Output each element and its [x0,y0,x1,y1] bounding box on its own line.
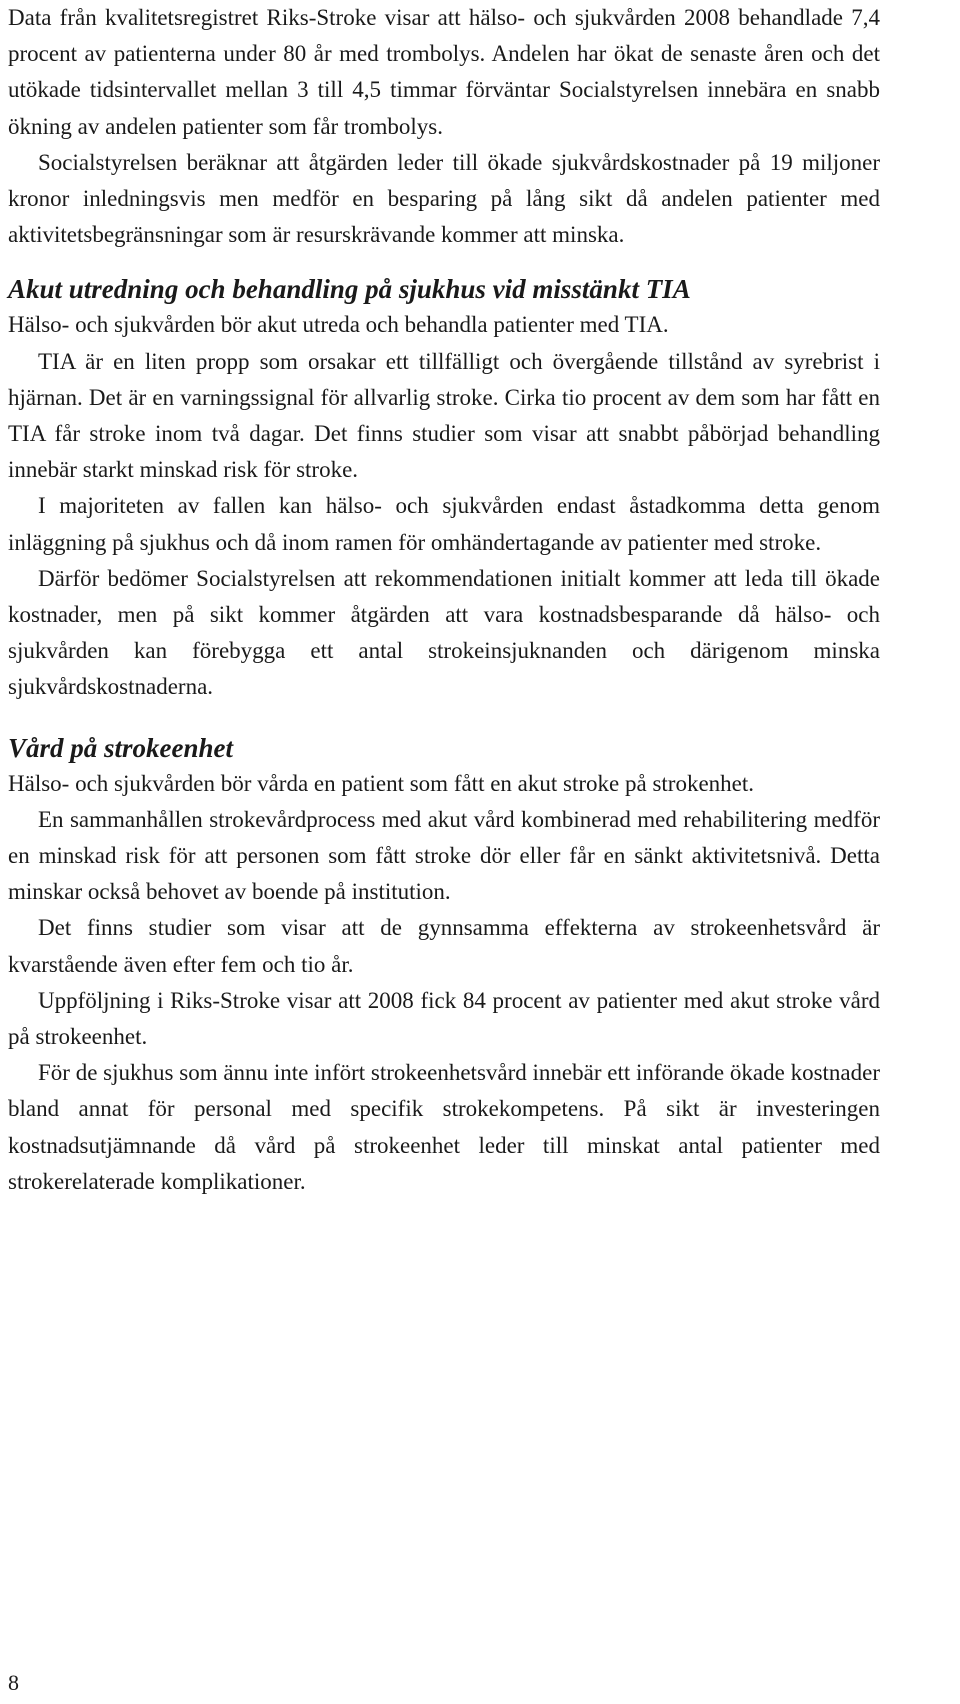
body-paragraph: Uppföljning i Riks-Stroke visar att 2008 fick 84 procent av patienter med akut stroke vård på strokeenhet. [8,987,880,1050]
body-paragraph: Det finns studier som visar att de gynnsamma effekterna av strokeenhetsvård är kvarstående även efter fem och tio år. [8,915,880,977]
body-paragraph: För de sjukhus som ännu inte infört strokeenhetsvård innebär ett införande ökade kostnader bland annat för personal med specifik strokekompetens. På sikt är investeringen kostnadsutjämnande då vård på strokeenhet leder till minskat antal patienter med strokerelaterade komplikationer. [8,1060,880,1194]
page-number: 8 [8,1670,19,1695]
section-heading: Akut utredning och behandling på sjukhus vid misstänkt TIA [8,274,691,305]
body-paragraph: Därför bedömer Socialstyrelsen att rekommendationen initialt kommer att leda till ökade kostnader, men på sikt kommer åtgärden att vara kostnadsbesparande då hälso- och sjukvården kan förebygga ett antal strokeinsjuknanden och därigenom minska sjukvårdskostnaderna. [8,565,880,700]
body-paragraph: Data från kvalitetsregistret Riks-Stroke visar att hälso- och sjukvården 2008 behandlade 7,4 procent av patienterna under 80 år med trombolys. Andelen har ökat de senaste åren och det utökade tidsintervallet mellan 3 till 4,5 timmar förväntar Socialstyrelsen innebära en snabb ökning av andelen patienter som får trombolys. [8,5,880,139]
section-lead: Hälso- och sjukvården bör vårda en patient som fått en akut stroke på strokenhet. [8,770,754,796]
document-page [8,0,880,1200]
body-paragraph: Socialstyrelsen beräknar att åtgärden leder till ökade sjukvårdskostnader på 19 miljoner kronor inledningsvis men medför en besparing på lång sikt då andelen patienter med aktivitetsbegränsningar som är resurskrävande kommer att minska. [8,149,880,248]
section-heading: Vård på strokeenhet [8,732,234,763]
section-lead: Hälso- och sjukvården bör akut utreda och behandla patienter med TIA. [8,312,669,338]
body-paragraph: En sammanhållen strokevårdprocess med akut vård kombinerad med rehabilitering medför en minskad risk för att personen som fått stroke dör eller får en sänkt aktivitetsnivå. Detta minskar också behovet av boende på institution. [8,806,880,905]
body-paragraph: I majoriteten av fallen kan hälso- och sjukvården endast åstadkomma detta genom inläggning på sjukhus och då inom ramen för omhändertagande av patienter med stroke. [8,493,880,555]
body-paragraph: TIA är en liten propp som orsakar ett tillfälligt och övergående tillstånd av syrebrist i hjärnan. Det är en varningssignal för allvarlig stroke. Cirka tio procent av dem som har fått en TIA får stroke inom två dagar. Det finns studier som visar att snabbt påbörjad behandling innebär starkt minskad risk för stroke. [8,348,880,483]
